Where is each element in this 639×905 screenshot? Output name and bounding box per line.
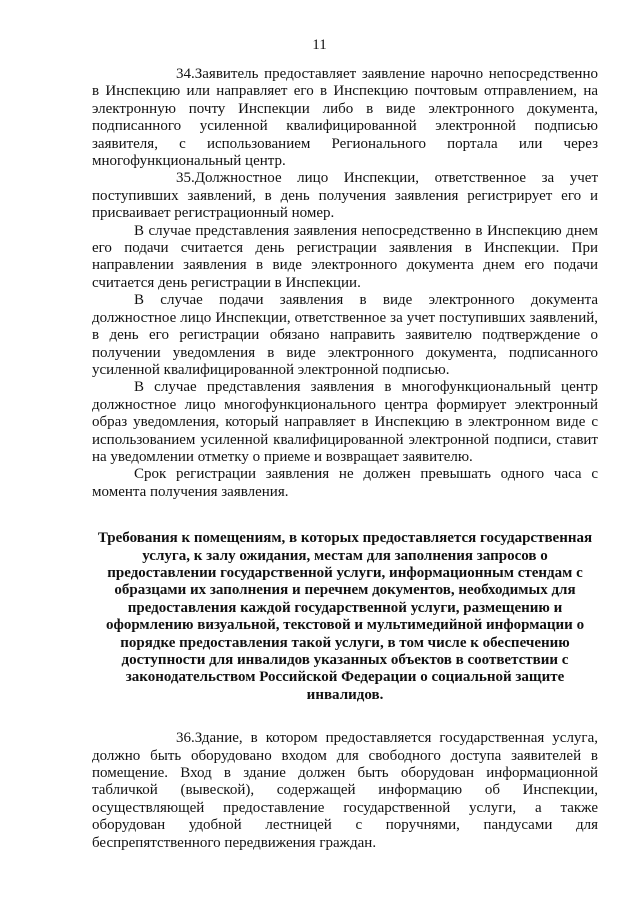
paragraph-registration-term: Срок регистрации заявления не должен превышать одного часа с момента получения заявления. (92, 466, 598, 500)
paragraph-text: Заявитель предоставляет заявление нарочно непосредственно в Инспекцию или направляет его в Инспекцию почтовым отправлением, на электронную почту Инспекции либо в виде электронного документа, подписанного усиленной квалифицированной электронной подписью заявителя, с использованием Регионального портала или через многофункциональный центр. (92, 66, 598, 170)
paragraph-35 (92, 170, 598, 222)
paragraph-34 (92, 66, 598, 170)
paragraph-number: 35. (176, 170, 195, 187)
paragraph-text: Здание, в котором предоставляется государственная услуга, должно быть оборудовано входом для свободного доступа заявителей в помещение. Вход в здание должен быть оборудован информационной табличкой (вывеской), содержащей информацию об Инспекции, осуществляющей предоставление государственной услуги, а также оборудован удобной лестницей с поручнями, пандусами для беспрепятственного передвижения граждан. (92, 730, 598, 851)
page-content (92, 66, 598, 852)
paragraph-registration-day: В случае представления заявления непосредственно в Инспекцию днем его подачи считается день регистрации заявления в Инспекции. При направлении заявления в виде электронного документа днем его подачи считается день регистрации в Инспекции. (92, 222, 598, 291)
paragraph-number: 36. (176, 730, 195, 747)
paragraph-electronic-confirmation: В случае подачи заявления в виде электронного документа должностное лицо Инспекции, ответственное за учет поступивших заявлений, в день его регистрации обязано направить заявителю подтверждение о получении уведомления в виде электронного документа, подписанного усиленной квалифицированной электронной подписью. (92, 292, 598, 378)
paragraph-text: Должностное лицо Инспекции, ответственное за учет поступивших заявлений, в день получения заявления регистрирует его и присваивает регистрационный номер. (92, 170, 598, 222)
paragraph-mfc-submission: В случае представления заявления в многофункциональный центр должностное лицо многофункционального центра формирует электронный образ уведомления, который направляет в Инспекцию в электронном виде с использованием усиленной квалифицированной электронной подписи, ставит на уведомлении отметку о приеме и возвращает заявителю. (92, 379, 598, 465)
section-heading: Требования к помещениям, в которых предоставляется государственная услуга, к залу ожидания, местам для заполнения запросов о предоставлении государственной услуги, информационным стендам с образцами их заполнения и перечнем документов, необходимых для предоставления каждой государственной услуги, размещению и оформлению визуальной, текстовой и мультимедийной информации о порядке предоставления такой услуги, в том числе к обеспечению доступности для инвалидов указанных объектов в соответствии с законодательством Российской Федерации о социальной защите инвалидов. (97, 530, 593, 703)
paragraph-36 (92, 730, 598, 852)
paragraph-number: 34. (176, 66, 195, 82)
page-number: 11 (312, 37, 327, 53)
